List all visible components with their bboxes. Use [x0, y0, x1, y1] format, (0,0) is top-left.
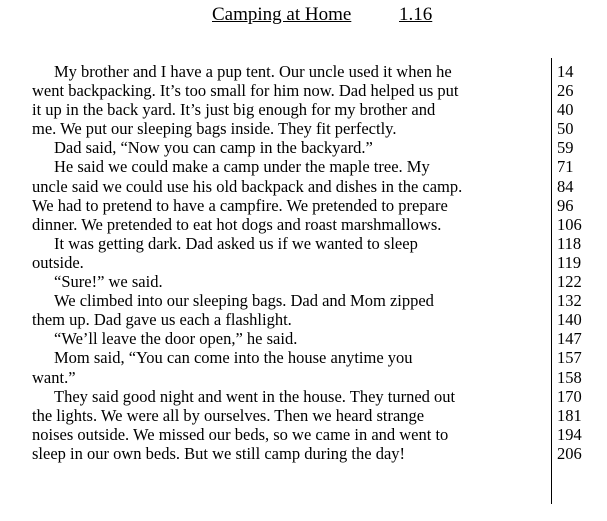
cumulative-word-count: 106 [557, 214, 582, 234]
passage-line [32, 176, 574, 196]
line-text: want.” [32, 367, 76, 387]
cumulative-word-count: 147 [557, 329, 582, 349]
passage-line [32, 214, 582, 234]
cumulative-word-count: 194 [557, 424, 582, 444]
title-row [0, 4, 607, 28]
line-text: outside. [32, 252, 84, 272]
line-text: uncle said we could use his old backpack and dishes in the camp. [32, 176, 463, 196]
cumulative-word-count: 157 [557, 348, 582, 368]
passage-line [32, 62, 574, 81]
passage-line [32, 272, 582, 292]
line-text: We had to pretend to have a campfire. We pretended to prepare [32, 195, 448, 215]
line-text: They said good night and went in the house. They turned out [54, 386, 456, 406]
cumulative-word-count: 122 [557, 272, 582, 292]
line-text: dinner. We pretended to eat hot dogs and roast marshmallows. [32, 214, 442, 234]
passage-line [32, 386, 582, 406]
line-text: Mom said, “You can come into the house anytime you [54, 348, 413, 368]
cumulative-word-count: 170 [557, 386, 582, 406]
passage-line [32, 329, 582, 349]
passage-body [32, 62, 582, 463]
line-text: Dad said, “Now you can camp in the backyard.” [54, 138, 373, 158]
line-text: It was getting dark. Dad asked us if we wanted to sleep [54, 233, 418, 253]
passage-line [32, 443, 582, 463]
cumulative-word-count: 26 [557, 81, 574, 101]
line-text: went backpacking. It’s too small for him now. Dad helped us put [32, 81, 459, 101]
line-text: me. We put our sleeping bags inside. They fit perfectly. [32, 119, 397, 139]
line-text: sleep in our own beds. But we still camp during the day! [32, 443, 406, 463]
line-text: them up. Dad gave us each a flashlight. [32, 310, 292, 330]
passage-line [32, 405, 582, 425]
cumulative-word-count: 40 [557, 100, 574, 120]
cumulative-word-count: 119 [557, 252, 582, 272]
passage-line [32, 157, 574, 177]
cumulative-word-count: 71 [557, 157, 574, 177]
cumulative-word-count: 140 [557, 310, 582, 330]
passage-title: Camping at Home [212, 4, 352, 25]
passage-line [32, 81, 574, 101]
passage-line [32, 100, 574, 120]
cumulative-word-count: 84 [557, 176, 574, 196]
passage-line [32, 291, 582, 311]
line-text: it up in the back yard. It’s just big enough for my brother and [32, 100, 436, 120]
passage-line [32, 367, 582, 387]
cumulative-word-count: 59 [557, 138, 574, 158]
passage-line [32, 424, 582, 444]
line-text: “We’ll leave the door open,” he said. [54, 329, 298, 349]
line-text: He said we could make a camp under the maple tree. My [54, 157, 430, 177]
cumulative-word-count: 14 [557, 62, 574, 81]
passage-line [32, 348, 582, 368]
cumulative-word-count: 118 [557, 233, 582, 253]
cumulative-word-count: 181 [557, 405, 582, 425]
cumulative-word-count: 206 [557, 443, 582, 463]
line-text: We climbed into our sleeping bags. Dad and Mom zipped [54, 291, 434, 311]
cumulative-word-count: 158 [557, 367, 582, 387]
passage-line [32, 119, 574, 139]
cumulative-word-count: 96 [557, 195, 574, 215]
cumulative-word-count: 50 [557, 119, 574, 139]
line-text: “Sure!” we said. [54, 272, 163, 292]
passage-line [32, 310, 582, 330]
line-text: My brother and I have a pup tent. Our uncle used it when he [54, 62, 452, 81]
passage-line [32, 252, 582, 272]
passage-level: 1.16 [399, 4, 433, 25]
cumulative-word-count: 132 [557, 291, 582, 311]
line-text: noises outside. We missed our beds, so we came in and went to [32, 424, 449, 444]
passage-line [32, 195, 574, 215]
line-text: the lights. We were all by ourselves. Then we heard strange [32, 405, 425, 425]
passage-line [32, 138, 574, 158]
passage-line [32, 233, 582, 253]
